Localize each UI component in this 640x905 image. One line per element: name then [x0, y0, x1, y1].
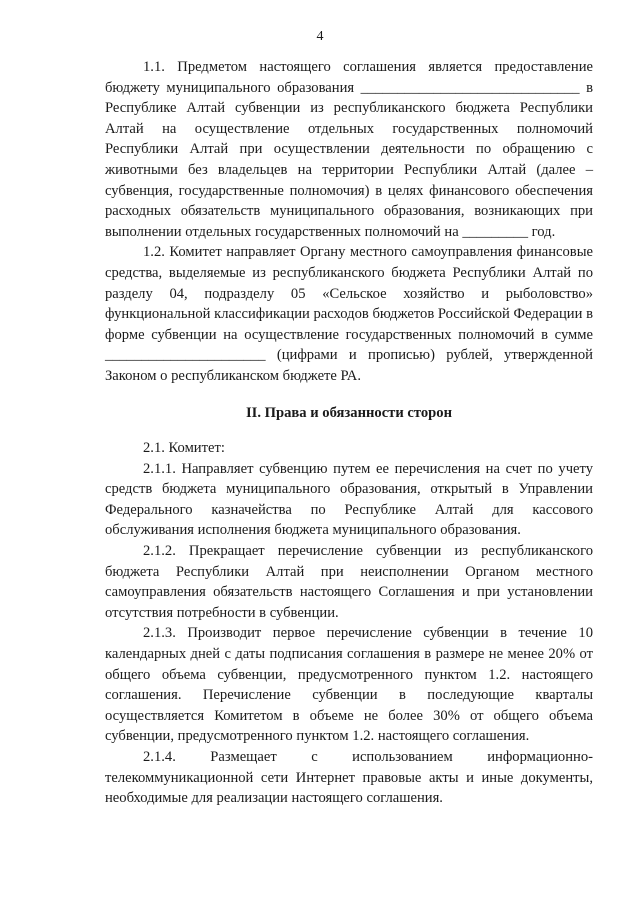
paragraph-2-1-2: 2.1.2. Прекращает перечисление субвенции из республиканского бюджета Республики Алтай при неисполнении Органом местного самоуправления обязательств настоящего Соглашения и при установлении отсутствия потребности в субвенции.: [105, 543, 593, 621]
paragraph-2-1-3: 2.1.3. Производит первое перечисление субвенции в течение 10 календарных дней с даты подписания соглашения в размере не менее 20% от общего объема субвенции, предусмотренного пунктом 1.2. настоящего соглашения. Перечисление субвенции в последующие кварталы осуществляется Комитетом в объеме не более 30% от общего объема субвенции, предусмотренного пунктом 1.2. настоящего соглашения.: [105, 625, 593, 745]
page-number: 4: [316, 29, 324, 44]
paragraph-1-2: 1.2. Комитет направляет Органу местного самоуправления финансовые средства, выделяемые из республиканского бюджета Республики Алтай по разделу 04, подразделу 05 «Сельское хозяйство и рыболовство» функциональной классификации расходов бюджетов Российской Федерации в форме субвенции на осуществление государственных полномочий в сумме ______________________ (цифрами и прописью) рублей, утвержденной Законом о республиканском бюджете РА.: [105, 244, 593, 384]
paragraph-2-1-4: 2.1.4. Размещает с использованием информационно-телекоммуникационной сети Интернет правовые акты и иные документы, необходимые для реализации настоящего соглашения.: [105, 749, 593, 807]
document-body: [105, 57, 593, 809]
paragraph-2-1-1: 2.1.1. Направляет субвенцию путем ее перечисления на счет по учету средств бюджета муниципального образования, открытый в Управлении Федерального казначейства по Республике Алтай для кассового обслуживания исполнения бюджета муниципального образования.: [105, 460, 593, 539]
paragraph-2-1: 2.1. Комитет:: [143, 440, 225, 457]
section-heading: II. Права и обязанности сторон: [246, 404, 452, 421]
paragraph-1-1: 1.1. Предметом настоящего соглашения является предоставление бюджету муниципального образования ______________________________ в Республике Алтай субвенции из республиканского бюджета Республики Алтай на осуществление отдельных государственных полномочий Республики Алтай при осуществлении деятельности по обращению с животными без владельцев на территории Республики Алтай (далее – субвенция, государственные полномочия) в целях финансового обеспечения расходных обязательств муниципального образования, возникающих при выполнении отдельных государственных полномочий на _________ год.: [105, 59, 593, 240]
